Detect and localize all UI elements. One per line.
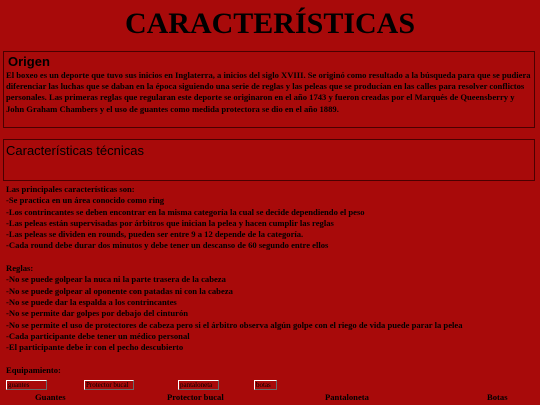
reglas-item: -No se puede dar la espalda a los contrincantes xyxy=(6,296,177,307)
origen-heading: Origen xyxy=(8,54,50,69)
origen-section xyxy=(3,51,535,128)
broken-image-icon-protector: Protector bucal xyxy=(84,380,134,390)
principales-item: -Se practica en un área conocido como ring xyxy=(6,195,165,206)
principales-item: -Las peleas se dividen en rounds, pueden ser entre 9 a 12 depende de la categoría. xyxy=(6,229,304,240)
equipment-label: Pantaloneta xyxy=(325,392,369,402)
broken-image-icon-pantaloneta: pantaloneta xyxy=(178,380,219,390)
equipment-label: Protector bucal xyxy=(167,392,224,402)
equipment-images xyxy=(0,380,540,392)
tecnicas-heading: Características técnicas xyxy=(6,143,144,158)
origen-text: El boxeo es un deporte que tuvo sus inicios en Inglaterra, a inicios del siglo XVIII. Se originó como resultado a la búsqueda para que se pudiera diferenciar las luchas que se daban en la época siguiendo una serie de reglas y las peleas que se producían en las calles para resolver conflictos personales. Las primeras reglas que regularan este deporte se originaron en el año 1743 y fueron creadas por el Marqués de Queensberry y John Graham Chambers y el uso de guantes como medida protectora se dio en el año 1889. xyxy=(6,70,531,114)
principales-item: -Las peleas están supervisadas por árbitros que inician la pelea y hacen cumplir las reglas xyxy=(6,217,334,228)
page-title: CARACTERÍSTICAS xyxy=(124,7,416,40)
equipment-labels xyxy=(0,392,540,404)
broken-image-icon-botas: botas xyxy=(254,380,277,390)
broken-image-icon-guantes: guantes xyxy=(6,380,47,390)
reglas-item: -No se puede golpear al oponente con patadas ni con la cabeza xyxy=(6,285,233,296)
reglas-item: -Cada participante debe tener un médico personal xyxy=(6,330,190,341)
features-content xyxy=(6,184,536,376)
reglas-item: -El participante debe ir con el pecho descubierto xyxy=(6,342,184,353)
reglas-heading: Reglas: xyxy=(6,263,34,274)
equipment-label: Botas xyxy=(487,392,508,402)
principales-item: -Los contrincantes se deben encontrar en la misma categoría la cual se decide dependiendo el peso xyxy=(6,206,365,217)
tecnicas-section xyxy=(3,139,535,181)
principales-heading: Las principales características son: xyxy=(6,184,135,194)
equipamiento-heading: Equipamiento: xyxy=(6,364,61,375)
principales-item: -Cada round debe durar dos minutos y debe tener un descanso de 60 segundo entre ellos xyxy=(6,240,329,251)
reglas-item: -No se permite dar golpes por debajo del cinturón xyxy=(6,308,189,319)
reglas-item: -No se permite el uso de protectores de cabeza pero si el árbitro observa algún golpe con el riego de vida puede parar la pelea xyxy=(6,319,463,330)
equipment-label: Guantes xyxy=(35,392,66,402)
reglas-item: -No se puede golpear la nuca ni la parte trasera de la cabeza xyxy=(6,274,226,285)
